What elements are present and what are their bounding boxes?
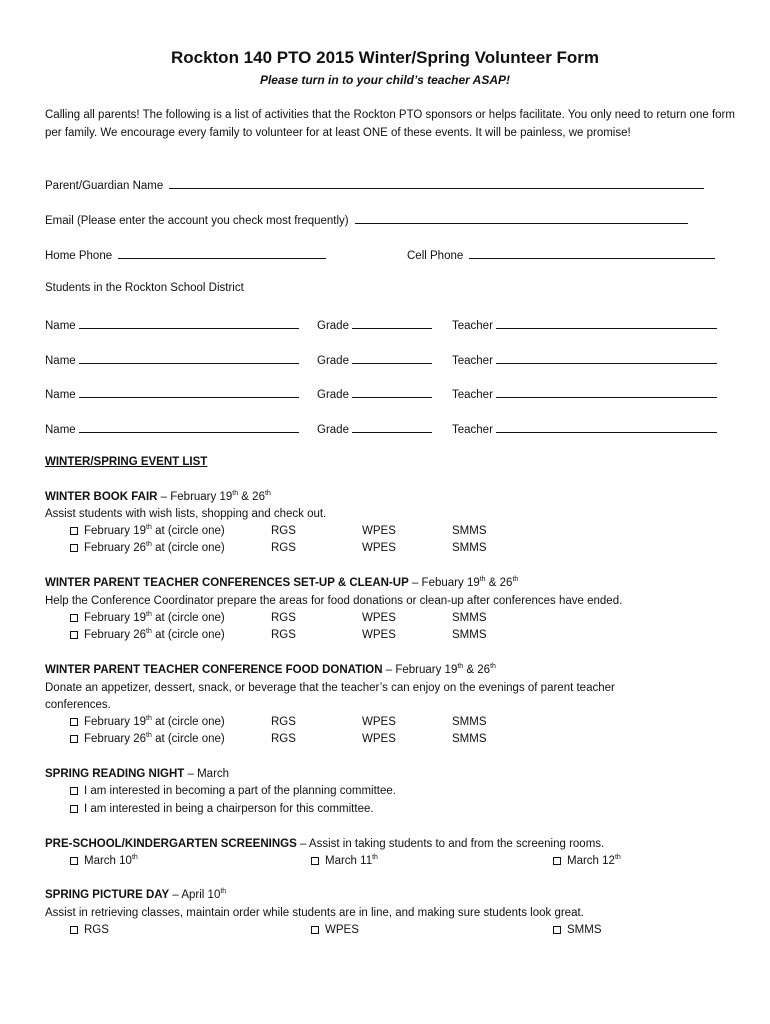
school-option[interactable]: RGS bbox=[271, 629, 296, 641]
school-option[interactable]: SMMS bbox=[452, 716, 487, 728]
student-teacher-field[interactable] bbox=[496, 352, 717, 364]
parent-name-label: Parent/Guardian Name bbox=[45, 180, 164, 192]
email-label: Email (Please enter the account you check most frequently) bbox=[45, 215, 349, 227]
checkbox-icon[interactable] bbox=[70, 718, 78, 726]
email-field[interactable] bbox=[355, 212, 688, 224]
intro-paragraph: Calling all parents! The following is a list of activities that the Rockton PTO sponsors or helps facilitate. You only need to return one form per family. We encourage every family to volunteer for at least ONE of these events. It will be painless, we promise! bbox=[45, 109, 735, 139]
school-option[interactable]: RGS bbox=[271, 612, 296, 624]
form-title: Rockton 140 PTO 2015 Winter/Spring Volunteer Form bbox=[170, 48, 600, 67]
student-name-label: Name bbox=[45, 320, 76, 332]
school-option[interactable]: WPES bbox=[362, 629, 396, 641]
parent-name-row bbox=[45, 177, 704, 192]
student-teacher-label: Teacher bbox=[452, 424, 493, 436]
student-teacher-label: Teacher bbox=[452, 320, 493, 332]
school-option[interactable]: SMMS bbox=[452, 733, 487, 745]
school-option[interactable]: RGS bbox=[271, 525, 296, 537]
event-list-heading: WINTER/SPRING EVENT LIST bbox=[45, 456, 208, 468]
reading-night-heading: SPRING READING NIGHT – March bbox=[45, 768, 230, 780]
form-subtitle: Please turn in to your child’s teacher ASAP! bbox=[259, 73, 511, 87]
conf-setup-heading: WINTER PARENT TEACHER CONFERENCES SET-UP & CLEAN-UP – Febuary 19th & 26th bbox=[45, 576, 519, 589]
checkbox-icon[interactable] bbox=[70, 857, 78, 865]
school-option[interactable]: SMMS bbox=[452, 542, 487, 554]
conf-setup-option-26[interactable]: February 26th at (circle one) bbox=[70, 629, 225, 641]
conf-food-description: Donate an appetizer, dessert, snack, or beverage that the teacher’s can enjoy on the evenings of parent teacher bbox=[45, 682, 615, 694]
picture-day-option-rgs[interactable]: RGS bbox=[70, 924, 109, 936]
school-option[interactable]: RGS bbox=[271, 542, 296, 554]
student-grade-field[interactable] bbox=[352, 421, 432, 433]
student-grade-label: Grade bbox=[317, 320, 349, 332]
book-fair-option-26[interactable]: February 26th at (circle one) bbox=[70, 542, 225, 554]
checkbox-icon[interactable] bbox=[70, 544, 78, 552]
student-grade-field[interactable] bbox=[352, 386, 432, 398]
screenings-option-march-10[interactable]: March 10th bbox=[70, 855, 138, 867]
students-heading: Students in the Rockton School District bbox=[45, 282, 244, 294]
school-option[interactable]: WPES bbox=[362, 716, 396, 728]
student-teacher-field[interactable] bbox=[496, 421, 717, 433]
picture-day-option-smms[interactable]: SMMS bbox=[553, 924, 602, 936]
student-name-field[interactable] bbox=[79, 421, 299, 433]
checkbox-icon[interactable] bbox=[70, 527, 78, 535]
student-name-label: Name bbox=[45, 389, 76, 401]
student-grade-label: Grade bbox=[317, 355, 349, 367]
checkbox-icon[interactable] bbox=[70, 805, 78, 813]
conf-food-option-19[interactable]: February 19th at (circle one) bbox=[70, 716, 225, 728]
screenings-heading: PRE-SCHOOL/KINDERGARTEN SCREENINGS – Assist in taking students to and from the screening rooms. bbox=[45, 838, 605, 850]
student-teacher-field[interactable] bbox=[496, 386, 717, 398]
checkbox-icon[interactable] bbox=[311, 926, 319, 934]
screenings-option-march-11[interactable]: March 11th bbox=[311, 855, 378, 867]
school-option[interactable]: WPES bbox=[362, 542, 396, 554]
student-grade-label: Grade bbox=[317, 389, 349, 401]
checkbox-icon[interactable] bbox=[70, 735, 78, 743]
conf-food-option-26[interactable]: February 26th at (circle one) bbox=[70, 733, 225, 745]
student-name-field[interactable] bbox=[79, 386, 299, 398]
student-name-field[interactable] bbox=[79, 352, 299, 364]
checkbox-icon[interactable] bbox=[70, 787, 78, 795]
book-fair-description: Assist students with wish lists, shopping and check out. bbox=[45, 508, 327, 520]
picture-day-description: Assist in retrieving classes, maintain order while students are in line, and making sure students look great. bbox=[45, 907, 584, 919]
conf-setup-option-19[interactable]: February 19th at (circle one) bbox=[70, 612, 225, 624]
cell-phone-field[interactable] bbox=[469, 247, 715, 259]
parent-name-field[interactable] bbox=[169, 177, 704, 189]
checkbox-icon[interactable] bbox=[553, 857, 561, 865]
student-grade-label: Grade bbox=[317, 424, 349, 436]
checkbox-icon[interactable] bbox=[553, 926, 561, 934]
school-option[interactable]: RGS bbox=[271, 733, 296, 745]
student-teacher-field[interactable] bbox=[496, 317, 717, 329]
book-fair-heading: WINTER BOOK FAIR – February 19th & 26th bbox=[45, 490, 271, 503]
student-grade-field[interactable] bbox=[352, 352, 432, 364]
reading-night-option-committee[interactable]: I am interested in becoming a part of the planning committee. bbox=[70, 785, 396, 797]
school-option[interactable]: RGS bbox=[271, 716, 296, 728]
conf-food-heading: WINTER PARENT TEACHER CONFERENCE FOOD DONATION – February 19th & 26th bbox=[45, 663, 496, 676]
checkbox-icon[interactable] bbox=[311, 857, 319, 865]
cell-phone-label: Cell Phone bbox=[407, 250, 464, 262]
student-teacher-label: Teacher bbox=[452, 389, 493, 401]
home-phone-label: Home Phone bbox=[45, 250, 113, 262]
school-option[interactable]: SMMS bbox=[452, 629, 487, 641]
picture-day-option-wpes[interactable]: WPES bbox=[311, 924, 359, 936]
student-name-label: Name bbox=[45, 424, 76, 436]
reading-night-option-chairperson[interactable]: I am interested in being a chairperson for this committee. bbox=[70, 803, 374, 815]
home-phone-row bbox=[45, 247, 326, 262]
school-option[interactable]: WPES bbox=[362, 733, 396, 745]
student-name-label: Name bbox=[45, 355, 76, 367]
student-grade-field[interactable] bbox=[352, 317, 432, 329]
home-phone-field[interactable] bbox=[118, 247, 326, 259]
picture-day-heading: SPRING PICTURE DAY – April 10th bbox=[45, 888, 227, 901]
checkbox-icon[interactable] bbox=[70, 631, 78, 639]
conf-food-description-cont: conferences. bbox=[45, 699, 111, 711]
checkbox-icon[interactable] bbox=[70, 614, 78, 622]
cell-phone-row bbox=[407, 247, 715, 262]
conf-setup-description: Help the Conference Coordinator prepare the areas for food donations or clean-up after conferences have ended. bbox=[45, 595, 623, 607]
school-option[interactable]: SMMS bbox=[452, 525, 487, 537]
checkbox-icon[interactable] bbox=[70, 926, 78, 934]
book-fair-option-19[interactable]: February 19th at (circle one) bbox=[70, 525, 225, 537]
email-row bbox=[45, 212, 688, 227]
student-teacher-label: Teacher bbox=[452, 355, 493, 367]
school-option[interactable]: SMMS bbox=[452, 612, 487, 624]
school-option[interactable]: WPES bbox=[362, 525, 396, 537]
student-name-field[interactable] bbox=[79, 317, 299, 329]
school-option[interactable]: WPES bbox=[362, 612, 396, 624]
screenings-option-march-12[interactable]: March 12th bbox=[553, 855, 621, 867]
